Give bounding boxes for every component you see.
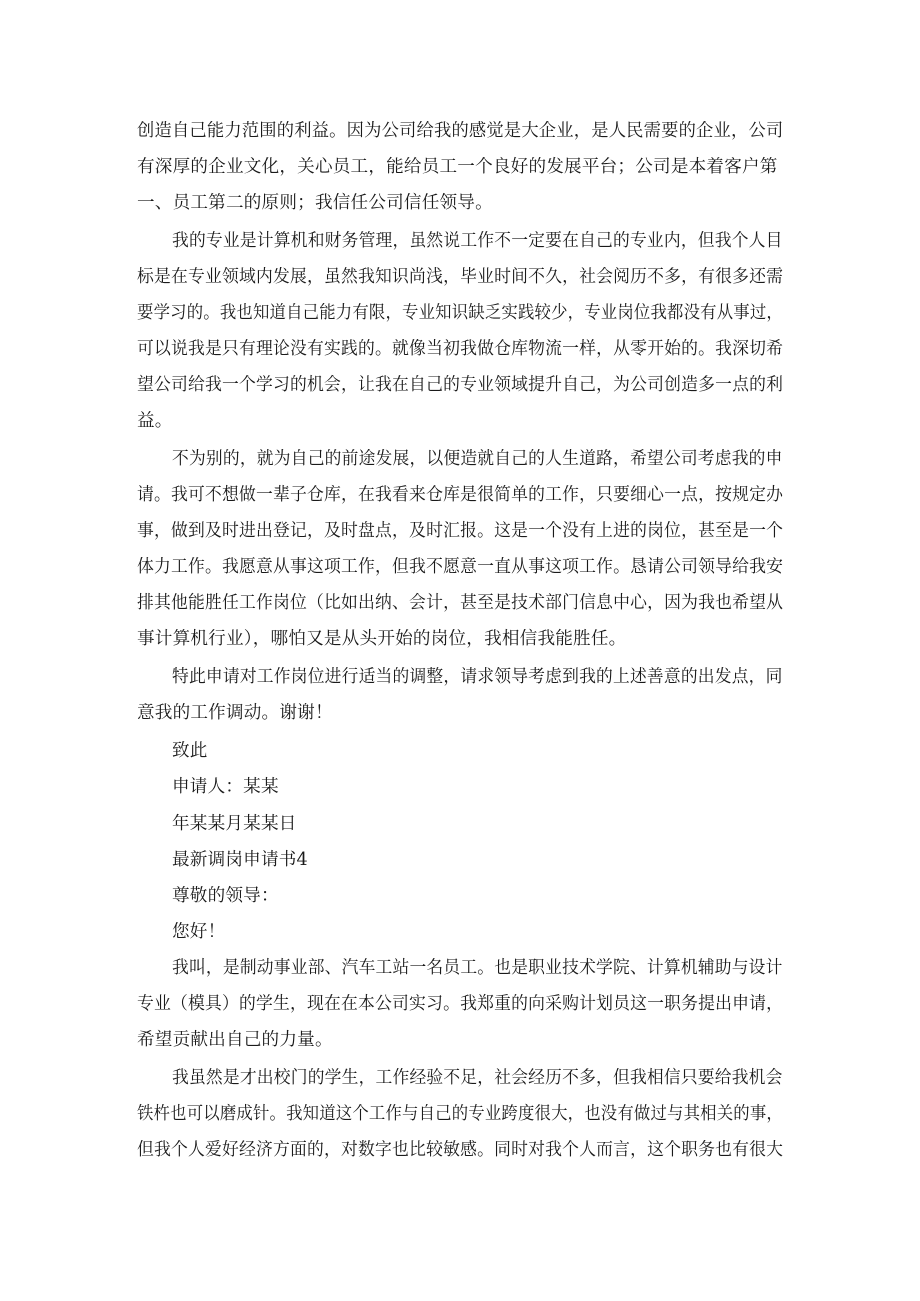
text-line: 望公司给我一个学习的机会，让我在自己的专业领域提升自己，为公司创造多一点的利	[137, 375, 784, 395]
section-title: 最新调岗申请书4	[172, 850, 308, 870]
text-line: 益。	[137, 411, 173, 431]
text-line: 体力工作。我愿意从事这项工作，但我不愿意一直从事这项工作。恳请公司领导给我安	[137, 557, 784, 577]
text-line: 要学习的。我也知道自己能力有限，专业知识缺乏实践较少，专业岗位我都没有从事过，	[137, 303, 783, 323]
text-line: 我叫，是制动事业部、汽车工站一名员工。也是职业技术学院、计算机辅助与设计	[172, 958, 783, 978]
text-line: 创造自己能力范围的利益。因为公司给我的感觉是大企业，是人民需要的企业，公司	[137, 121, 784, 141]
greeting: 您好！	[172, 922, 226, 942]
text-line: 意我的工作调动。谢谢！	[137, 703, 333, 723]
closing-line: 致此	[172, 741, 208, 761]
text-line: 排其他能胜任工作岗位（比如出纳、会计，甚至是技术部门信息中心，因为我也希望从	[137, 593, 784, 613]
text-line: 事，做到及时进出登记，及时盘点，及时汇报。这是一个没有上进的岗位，甚至是一个	[137, 521, 784, 541]
text-line: 不为别的，就为自己的前途发展，以便造就自己的人生道路，希望公司考虑我的申	[172, 449, 783, 469]
text-line: 希望贡献出自己的力量。	[137, 1030, 333, 1050]
text-line: 特此申请对工作岗位进行适当的调整，请求领导考虑到我的上述善意的出发点，同	[172, 667, 783, 687]
text-line: 我虽然是才出校门的学生，工作经验不足，社会经历不多，但我相信只要给我机会	[172, 1068, 783, 1088]
text-line: 专业（模具）的学生，现在在本公司实习。我郑重的向采购计划员这一职务提出申请，	[137, 994, 784, 1014]
text-line: 请。我可不想做一辈子仓库，在我看来仓库是很简单的工作，只要细心一点，按规定办	[137, 485, 784, 505]
text-line: 标是在专业领域内发展，虽然我知识尚浅，毕业时间不久，社会阅历不多，有很多还需	[137, 267, 784, 287]
text-line: 但我个人爱好经济方面的，对数字也比较敏感。同时对我个人而言，这个职务也有很大	[137, 1140, 784, 1160]
text-line: 我的专业是计算机和财务管理，虽然说工作不一定要在自己的专业内，但我个人目	[172, 231, 783, 251]
text-line: 事计算机行业），哪怕又是从头开始的岗位，我相信我能胜任。	[137, 629, 627, 649]
applicant-line: 申请人：某某	[172, 777, 279, 797]
salutation: 尊敬的领导：	[172, 886, 279, 906]
date-line: 年某某月某某日	[172, 814, 297, 834]
text-line: 铁杵也可以磨成针。我知道这个工作与自己的专业跨度很大，也没有做过与其相关的事，	[137, 1104, 783, 1124]
text-line: 可以说我是只有理论没有实践的。就像当初我做仓库物流一样，从零开始的。我深切希	[137, 339, 784, 359]
text-line: 一、员工第二的原则；我信任公司信任领导。	[137, 193, 493, 213]
text-line: 有深厚的企业文化，关心员工，能给员工一个良好的发展平台；公司是本着客户第	[137, 157, 778, 177]
